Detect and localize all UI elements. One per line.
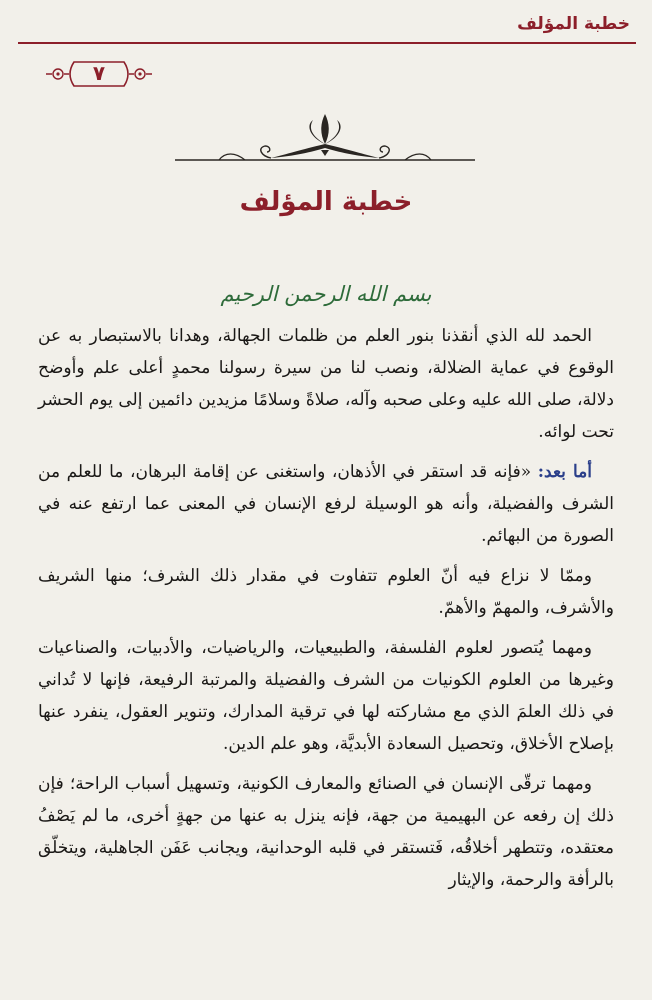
page-number: ٧ [92,61,106,85]
paragraph-2-lead: أما بعد: [537,462,592,482]
basmala: بسم الله الرحمن الرحيم [220,282,432,306]
paragraph-5: ومهما ترقّى الإنسان في الصنائع والمعارف الكونية، وتسهيل أسباب الراحة؛ فإن ذلك إن رفعه عن البهيمية من جهة، فإنه ينزل به عنها من جهةٍ أخرى، ما لم يَصْفُ معتقده، وتتطهر أخلاقُه، فَتستقر في قلبه الوحدانية، ويجانب عَفَن الجاهلية، ويتخلّق بالرأفة والرحمة، والإيثار [38,774,614,890]
paragraph-4: ومهما يُتصور لعلوم الفلسفة، والطبيعيات، والرياضيات، والأدبيات، والصناعيات وغيرها من العلوم الكونيات من الشرف والفضيلة والمرتبة الرفيعة، فإنها لا تُداني في ذلك العلمَ الذي مع مشاركته لها في ترقية المدارك، وتنوير العقول، ينفرد عنها بإصلاح الأخلاق، وتحصيل السعادة الأبديَّة، وهو علم الدين. [38,638,614,754]
chapter-title: خطبة المؤلف [239,187,413,217]
body-text [38,320,614,896]
paragraph-1: الحمد لله الذي أنقذنا بنور العلم من ظلمات الجهالة، وهدانا بالاستبصار به عن الوقوع في عماية الضلالة، ونصب لنا من سيرة رسولنا محمدٍ أعلى علم وأوضح دلالة، صلى الله عليه وعلى صحبه وآله، صلاةً وسلامًا مزيدين دائمين إلى يوم الحشر تحت لوائه. [38,326,614,442]
running-title: خطبة المؤلف [517,14,630,34]
paragraph-3: وممّا لا نزاع فيه أنّ العلوم تتفاوت في مقدار ذلك الشرف؛ منها الشريف والأشرف، والمهمّ والأهمّ. [38,566,614,618]
page-number-badge [44,58,154,90]
paragraph-2-text: «فإنه قد استقر في الأذهان، واستغنى عن إقامة البرهان، ما للعلم من الشرف والفضيلة، وأنه هو الوسيلة لرفع الإنسان في المعنى عما ارتفع عنه في الصورة من البهائم. [38,462,614,546]
paragraph-2 [38,456,614,552]
chapter-ornament-icon [175,110,475,172]
header-rule [18,42,636,44]
